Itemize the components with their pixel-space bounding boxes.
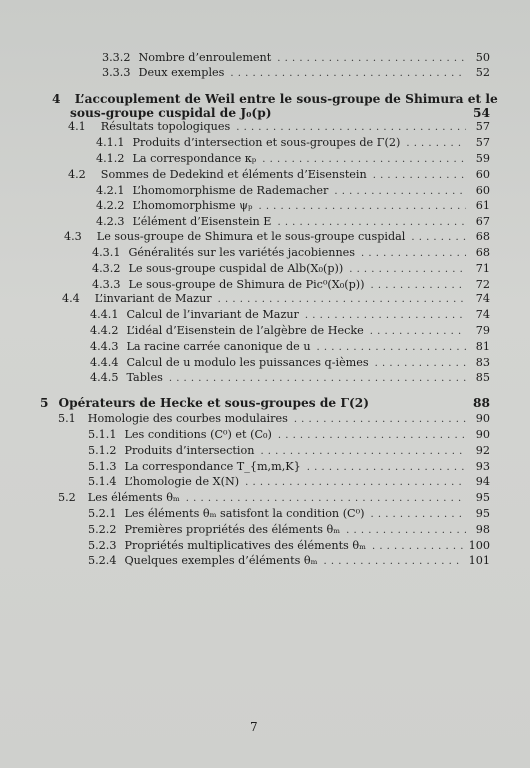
chapter-heading-continuation[interactable] — [70, 106, 490, 120]
entry-number: 5.1.2 — [88, 444, 117, 457]
entry-title: Le sous-groupe cuspidal de Alb(X₀(p)) — [128, 262, 344, 275]
dot-leader — [361, 247, 466, 261]
entry-page: 90 — [475, 428, 490, 441]
entry-number: 4.3 — [64, 230, 82, 243]
toc-entry[interactable] — [88, 554, 490, 569]
dot-leader — [277, 216, 466, 230]
entry-title: Résultats topologiques — [100, 120, 231, 133]
entry-number: 4.3.3 — [92, 278, 121, 291]
entry-page: 83 — [475, 356, 490, 369]
toc-entry[interactable] — [88, 475, 490, 490]
entry-title: Produits d’intersection et sous-groupes de Γ(2) — [132, 136, 401, 149]
dot-leader — [277, 52, 466, 66]
entry-page: 95 — [475, 491, 490, 504]
toc-entry[interactable] — [90, 324, 490, 339]
chapter-number: 4 — [52, 92, 61, 106]
dot-leader — [411, 231, 466, 245]
dot-leader — [371, 279, 466, 293]
dot-leader — [370, 325, 466, 339]
entry-page: 92 — [475, 444, 490, 457]
dot-leader — [370, 508, 466, 522]
toc-entry[interactable] — [90, 356, 490, 371]
entry-number: 4.4.5 — [90, 371, 119, 384]
entry-page: 94 — [475, 475, 490, 488]
entry-number: 4.2.3 — [96, 215, 125, 228]
toc-entry[interactable] — [64, 230, 490, 245]
dot-leader — [218, 293, 466, 307]
dot-leader — [307, 461, 466, 475]
entry-number: 4.2 — [68, 168, 86, 181]
chapter-title: Opérateurs de Hecke et sous-groupes de Γ(2) — [58, 396, 370, 410]
entry-title: Le sous-groupe de Shimura et le sous-groupe cuspidal — [96, 230, 406, 243]
entry-title: Les éléments θₘ satisfont la condition (C⁰) — [124, 507, 365, 520]
entry-title: Calcul de l’invariant de Mazur — [126, 308, 299, 321]
entry-page: 60 — [475, 184, 490, 197]
entry-page: 100 — [468, 539, 490, 552]
toc-entry[interactable] — [88, 507, 490, 522]
entry-title: Quelques exemples d’éléments θₘ — [124, 554, 318, 567]
entry-page: 79 — [475, 324, 490, 337]
entry-title: Généralités sur les variétés jacobiennes — [128, 246, 356, 259]
entry-number: 3.3.3 — [102, 66, 131, 79]
toc-entry[interactable] — [96, 199, 490, 214]
entry-page: 67 — [475, 215, 490, 228]
entry-title: Tables — [126, 371, 163, 384]
entry-number: 5.1.1 — [88, 428, 117, 441]
toc-entry[interactable] — [92, 278, 490, 293]
entry-page: 52 — [475, 66, 490, 79]
entry-number: 4.3.1 — [92, 246, 121, 259]
entry-page: 71 — [475, 262, 490, 275]
dot-leader — [294, 413, 466, 427]
dot-leader — [324, 555, 463, 569]
entry-number: 4.2.1 — [96, 184, 125, 197]
dot-leader — [186, 492, 466, 506]
entry-number: 5.2 — [58, 491, 76, 504]
entry-title: L’invariant de Mazur — [94, 292, 212, 305]
entry-title: Les conditions (C⁰) et (C₀) — [124, 428, 272, 441]
entry-page: 68 — [475, 246, 490, 259]
entry-number: 4.4.2 — [90, 324, 119, 337]
dot-leader — [406, 137, 466, 151]
entry-page: 93 — [475, 460, 490, 473]
entry-number: 5.1.3 — [88, 460, 117, 473]
dot-leader — [334, 185, 466, 199]
entry-title: Homologie des courbes modulaires — [87, 412, 288, 425]
toc-entry[interactable] — [88, 428, 490, 443]
dot-leader — [375, 357, 466, 371]
dot-leader — [346, 524, 466, 538]
toc-entry[interactable] — [102, 51, 490, 66]
entry-title: Produits d’intersection — [124, 444, 255, 457]
entry-title: Sommes de Dedekind et éléments d’Eisenstein — [100, 168, 367, 181]
entry-title: Les éléments θₘ — [87, 491, 180, 504]
chapter-number: 5 — [40, 396, 49, 410]
entry-page: 101 — [468, 554, 490, 567]
entry-number: 5.1.4 — [88, 475, 117, 488]
entry-number: 4.1.2 — [96, 152, 125, 165]
dot-leader — [317, 341, 466, 355]
toc-entry[interactable] — [88, 444, 490, 459]
entry-number: 4.4.3 — [90, 340, 119, 353]
dot-leader — [260, 445, 466, 459]
entry-page: 95 — [475, 507, 490, 520]
entry-number: 4.1 — [68, 120, 86, 133]
toc-entry[interactable] — [58, 491, 490, 506]
entry-number: 4.2.2 — [96, 199, 125, 212]
entry-title: Premières propriétés des éléments θₘ — [124, 523, 341, 536]
toc-entry[interactable] — [58, 412, 490, 427]
toc-entry[interactable] — [92, 262, 490, 277]
entry-title: L’élément d’Eisenstein E — [132, 215, 272, 228]
entry-page: 50 — [475, 51, 490, 64]
entry-number: 5.2.1 — [88, 507, 117, 520]
toc-entry[interactable] — [62, 292, 490, 307]
toc-entry[interactable] — [92, 246, 490, 261]
dot-leader — [258, 200, 466, 214]
entry-page: 98 — [475, 523, 490, 536]
entry-number: 5.2.3 — [88, 539, 117, 552]
toc-entry[interactable] — [88, 460, 490, 475]
dot-leader — [305, 309, 466, 323]
entry-page: 74 — [475, 292, 490, 305]
entry-number: 4.4.1 — [90, 308, 119, 321]
entry-title: La correspondance T_{m,m,K} — [124, 460, 301, 473]
toc-entry[interactable] — [96, 136, 490, 151]
entry-page: 88 — [473, 396, 490, 410]
entry-title: La correspondance κₚ — [132, 152, 257, 165]
toc-entry[interactable] — [96, 215, 490, 230]
chapter-title-line2: sous-groupe cuspidal de J₀(p) — [70, 106, 272, 120]
entry-page: 57 — [475, 120, 490, 133]
entry-title: Propriétés multiplicatives des éléments θₘ — [124, 539, 366, 552]
toc-entry[interactable] — [102, 66, 490, 81]
entry-page: 72 — [475, 278, 490, 291]
entry-title: L’homologie de X(N) — [124, 475, 240, 488]
entry-number: 5.2.4 — [88, 554, 117, 567]
entry-title: Deux exemples — [138, 66, 225, 79]
entry-number: 4.4 — [62, 292, 80, 305]
entry-title: Le sous-groupe de Shimura de Pic⁰(X₀(p)) — [128, 278, 365, 291]
entry-title: La racine carrée canonique de u — [126, 340, 311, 353]
dot-leader — [245, 476, 466, 490]
dot-leader — [372, 540, 463, 554]
entry-page: 57 — [475, 136, 490, 149]
toc-entry[interactable] — [88, 523, 490, 538]
dot-leader — [236, 121, 466, 135]
toc-entry[interactable] — [68, 120, 490, 135]
dot-leader — [373, 169, 466, 183]
entry-title: Calcul de u modulo les puissances q-ièmes — [126, 356, 369, 369]
dot-leader — [349, 263, 466, 277]
entry-number: 5.2.2 — [88, 523, 117, 536]
toc-entry[interactable] — [90, 308, 490, 323]
dot-leader — [169, 372, 466, 386]
entry-page: 61 — [475, 199, 490, 212]
entry-number: 3.3.2 — [102, 51, 131, 64]
entry-page: 90 — [475, 412, 490, 425]
entry-title: L’homomorphisme de Rademacher — [132, 184, 329, 197]
chapter-heading[interactable] — [40, 396, 490, 410]
entry-title: L’idéal d’Eisenstein de l’algèbre de Hecke — [126, 324, 364, 337]
toc-entry[interactable] — [68, 168, 490, 183]
entry-number: 5.1 — [58, 412, 76, 425]
entry-page: 74 — [475, 308, 490, 321]
entry-number: 4.4.4 — [90, 356, 119, 369]
entry-page: 59 — [475, 152, 490, 165]
entry-page: 68 — [475, 230, 490, 243]
entry-number: 4.1.1 — [96, 136, 125, 149]
page-number-footer: 7 — [250, 720, 258, 734]
entry-title: L’homomorphisme ψₚ — [132, 199, 253, 212]
entry-number: 4.3.2 — [92, 262, 121, 275]
toc-entry[interactable] — [96, 152, 490, 167]
toc-entry[interactable] — [88, 539, 490, 554]
entry-page: 85 — [475, 371, 490, 384]
chapter-heading[interactable] — [52, 92, 498, 106]
toc-entry[interactable] — [96, 184, 490, 199]
entry-page: 60 — [475, 168, 490, 181]
toc-entry[interactable] — [90, 340, 490, 355]
entry-page: 54 — [473, 106, 490, 120]
dot-leader — [278, 429, 466, 443]
toc-entry[interactable] — [90, 371, 490, 386]
entry-title: Nombre d’enroulement — [138, 51, 272, 64]
dot-leader — [230, 67, 466, 81]
chapter-title-line1: L’accouplement de Weil entre le sous-groupe de Shimura et le — [74, 92, 498, 106]
entry-page: 81 — [475, 340, 490, 353]
dot-leader — [262, 153, 466, 167]
